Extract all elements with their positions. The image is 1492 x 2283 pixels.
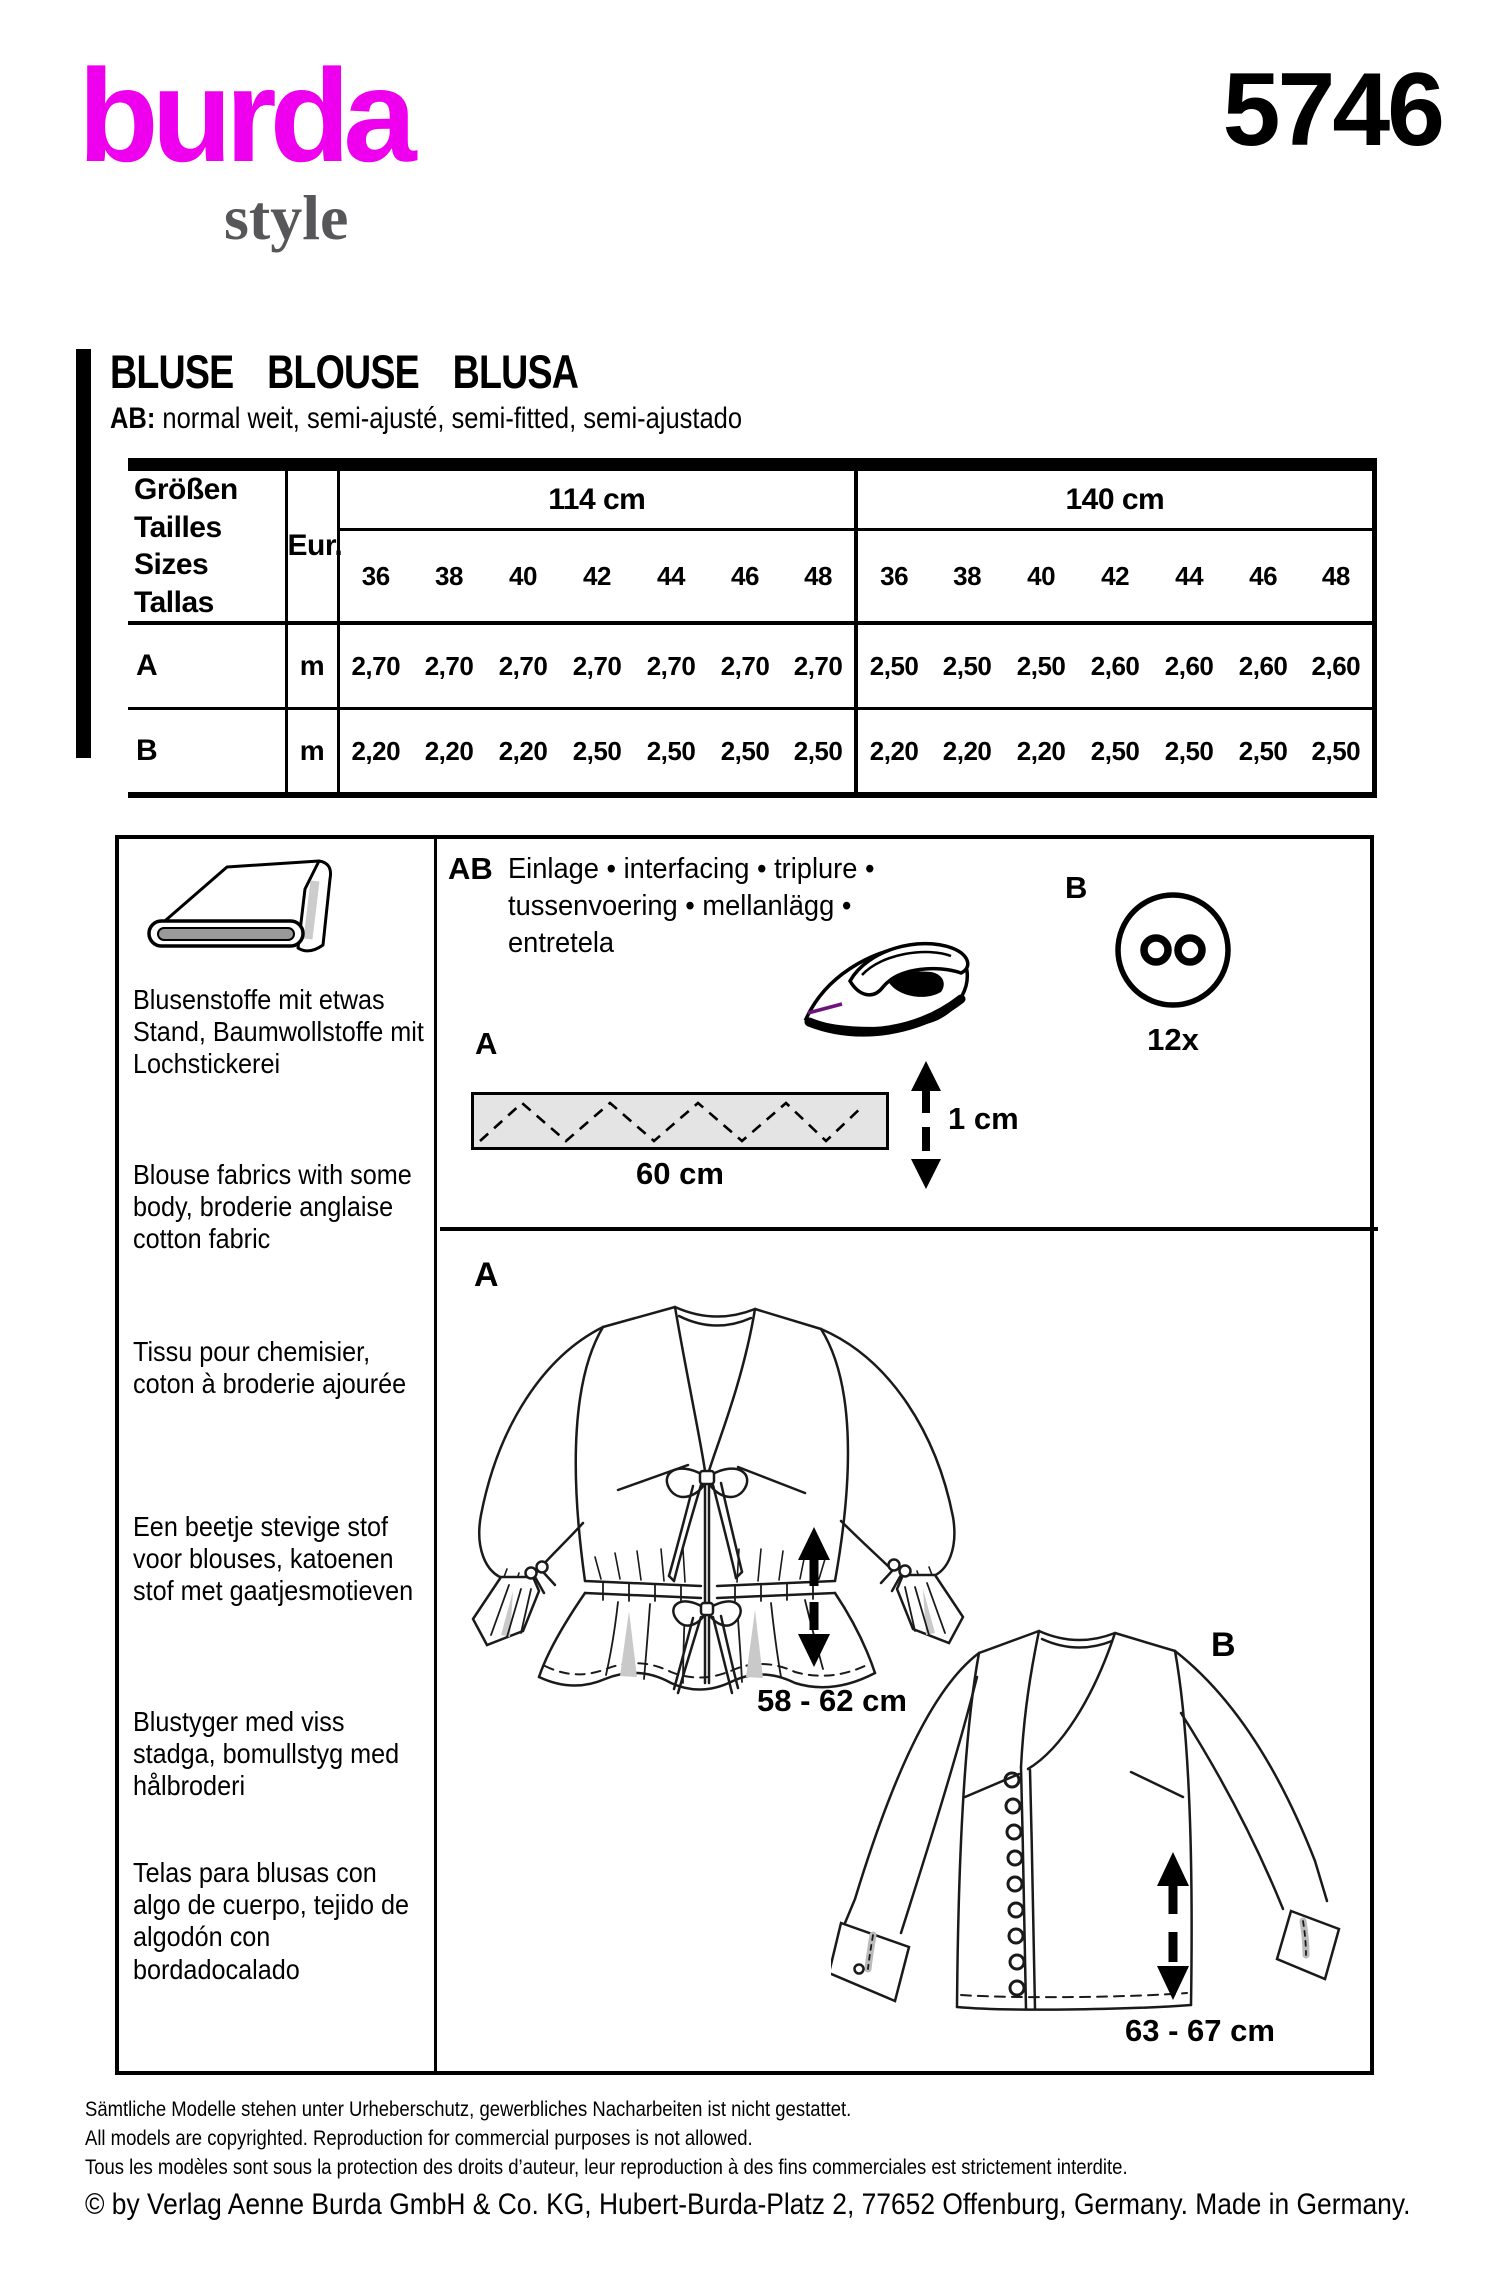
size-cell: 38 <box>412 530 486 623</box>
view-a-length-arrow <box>792 1527 836 1667</box>
yardage-cell: 2,50 <box>634 709 708 796</box>
interfacing-line1: Einlage • interfacing • triplure • <box>508 853 875 885</box>
copyright-fr: Tous les modèles sont sous la protection des droits d’auteur, leur reproduction à des fins commerciales est strictement interdite. <box>85 2156 1128 2179</box>
yardage-cell: 2,50 <box>782 709 856 796</box>
yardage-cell: 2,50 <box>708 709 782 796</box>
unit-cell: m <box>286 623 338 709</box>
fabric-note-fr: Tissu pour chemisier, coton à broderie ajourée <box>133 1336 407 1400</box>
view-b-length: 63 - 67 cm <box>1125 2013 1275 2048</box>
size-cell: 48 <box>1300 530 1374 623</box>
size-cell: 40 <box>1004 530 1078 623</box>
interfacing-line2: tussenvoering • mellanlägg • <box>508 890 852 923</box>
fabric-note-es: Telas para blusas con algo de cuerpo, tejido de algodón con bordadocalado <box>133 1857 410 1985</box>
title-accent-bar <box>76 349 91 758</box>
size-cell: 46 <box>708 530 782 623</box>
view-a-label: A <box>474 1256 499 1294</box>
yardage-cell: 2,50 <box>1078 709 1152 796</box>
size-cell: 44 <box>1152 530 1226 623</box>
view-b-row-label: B <box>128 709 286 796</box>
strip-height-dim: 1 cm <box>948 1101 1019 1136</box>
view-a-row-label: A <box>128 623 286 709</box>
size-cell: 40 <box>486 530 560 623</box>
yardage-cell: 2,60 <box>1078 623 1152 709</box>
yardage-cell: 2,50 <box>1226 709 1300 796</box>
strip-height-arrow <box>906 1061 946 1189</box>
fabric-note-sv: Blustyger med viss stadga, bomullstyg med hålbroderi <box>133 1706 400 1802</box>
yardage-cell: 2,50 <box>1004 623 1078 709</box>
button-count: 12x <box>1147 1022 1199 1057</box>
size-cell: 44 <box>634 530 708 623</box>
fabric-advice-panel <box>119 839 437 2071</box>
yardage-cell: 2,70 <box>708 623 782 709</box>
strip-view-a-label: A <box>475 1026 498 1061</box>
sizes-header-line2: Sizes Tallas <box>134 548 214 619</box>
yardage-cell: 2,20 <box>486 709 560 796</box>
burda-style-logo: style <box>224 182 349 253</box>
size-cell: 46 <box>1226 530 1300 623</box>
yardage-cell: 2,20 <box>338 709 412 796</box>
fabric-bolt-icon <box>137 849 362 961</box>
size-cell: 42 <box>1078 530 1152 623</box>
yardage-cell: 2,70 <box>338 623 412 709</box>
yardage-cell: 2,20 <box>412 709 486 796</box>
iron-icon <box>798 923 980 1047</box>
notions-section <box>440 839 1378 1231</box>
yardage-cell: 2,50 <box>1300 709 1374 796</box>
interfacing-line3: entretela <box>508 927 615 960</box>
size-cell: 38 <box>930 530 1004 623</box>
width-114-header: 114 cm <box>338 465 856 530</box>
size-cell: 36 <box>856 530 930 623</box>
fabric-note-de: Blusenstoffe mit etwas Stand, Baumwollstoffe mit Lochstickerei <box>133 984 424 1080</box>
yardage-cell: 2,70 <box>782 623 856 709</box>
copyright-de: Sämtliche Modelle stehen unter Urheberschutz, gewerbliches Nacharbeiten ist nicht gestattet. <box>85 2098 852 2121</box>
size-cell: 48 <box>782 530 856 623</box>
publisher-line: © by Verlag Aenne Burda GmbH & Co. KG, Hubert-Burda-Platz 2, 77652 Offenburg, Germany. Made in Germany. <box>85 2188 1411 2221</box>
yardage-cell: 2,70 <box>634 623 708 709</box>
size-cell: 36 <box>338 530 412 623</box>
button-view-b-label: B <box>1065 870 1088 905</box>
view-a-length: 58 - 62 cm <box>757 1683 907 1718</box>
view-b-length-arrow <box>1151 1852 1195 2000</box>
button-icon <box>1108 888 1238 1016</box>
fit-description <box>110 402 742 436</box>
width-140-header: 140 cm <box>856 465 1374 530</box>
yardage-cell: 2,70 <box>486 623 560 709</box>
views-section <box>440 1231 1378 2075</box>
yardage-cell: 2,60 <box>1152 623 1226 709</box>
yardage-cell: 2,60 <box>1300 623 1374 709</box>
yardage-cell: 2,60 <box>1226 623 1300 709</box>
right-column <box>440 839 1378 2071</box>
yardage-cell: 2,50 <box>930 623 1004 709</box>
interfacing-strip <box>471 1092 889 1150</box>
fabric-note-nl: Een beetje stevige stof voor blouses, katoenen stof met gaatjesmotieven <box>133 1511 414 1607</box>
views-ab-label: AB <box>448 851 493 886</box>
views-prefix: AB: <box>110 402 156 435</box>
garment-title: BLUSE BLOUSE BLUSA <box>110 345 579 398</box>
yardage-cell: 2,50 <box>856 623 930 709</box>
yardage-cell: 2,50 <box>560 709 634 796</box>
strip-width-dim: 60 cm <box>636 1156 724 1191</box>
yardage-cell: 2,20 <box>930 709 1004 796</box>
burda-logo: burda <box>78 42 410 189</box>
content-box <box>115 835 1374 2075</box>
pattern-number: 5746 <box>1222 52 1442 168</box>
view-b-drawing <box>831 1617 1366 2055</box>
unit-cell: m <box>286 709 338 796</box>
yardage-cell: 2,20 <box>1004 709 1078 796</box>
yardage-cell: 2,70 <box>560 623 634 709</box>
size-cell: 42 <box>560 530 634 623</box>
view-b-label: B <box>1211 1626 1236 1664</box>
yardage-cell: 2,20 <box>856 709 930 796</box>
yardage-table <box>128 458 1377 798</box>
copyright-en: All models are copyrighted. Reproduction for commercial purposes is not allowed. <box>85 2127 753 2150</box>
yardage-cell: 2,50 <box>1152 709 1226 796</box>
fabric-note-en: Blouse fabrics with some body, broderie anglaise cotton fabric <box>133 1159 412 1255</box>
sizes-header-cell <box>128 465 286 624</box>
eur-header-cell: Eur. <box>286 465 338 624</box>
yardage-cell: 2,70 <box>412 623 486 709</box>
sizes-header-line1: Größen Tailles <box>134 473 238 544</box>
fit-text: normal weit, semi-ajusté, semi-fitted, semi-ajustado <box>155 402 743 435</box>
